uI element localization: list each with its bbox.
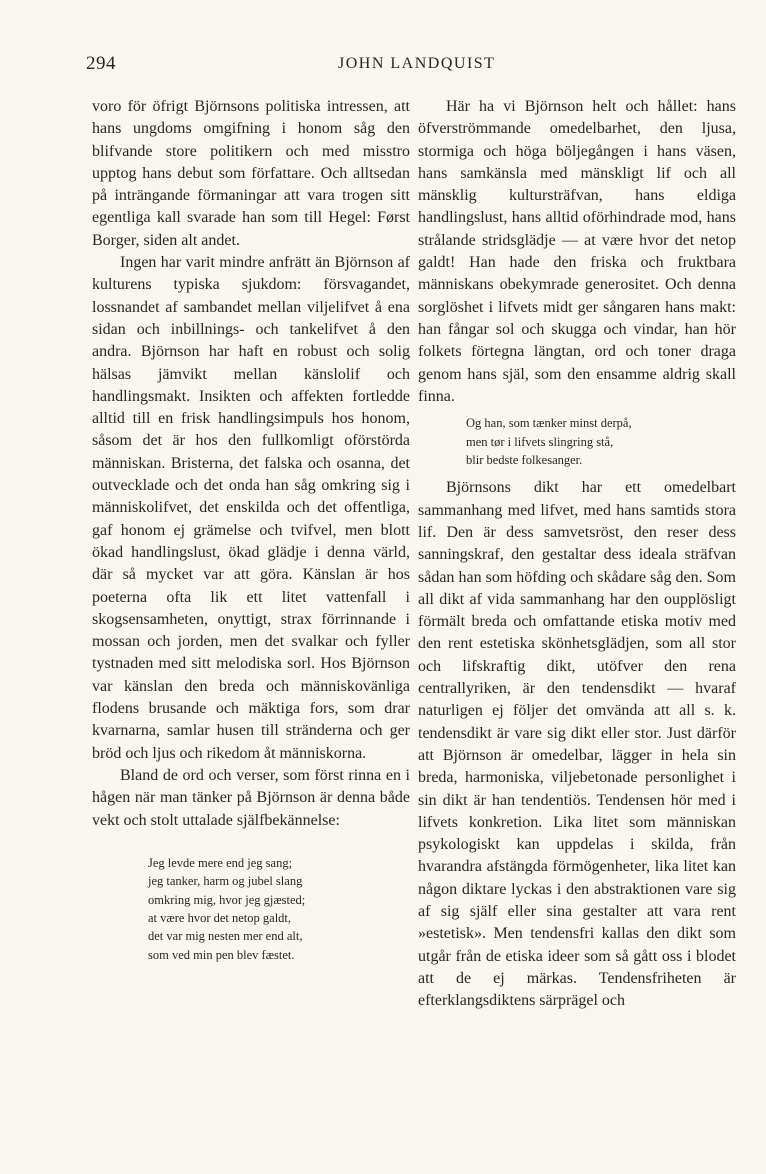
verse-quote	[92, 854, 410, 964]
paragraph: Här ha vi Björnson helt och hållet: hans öfverströmmande omedelbarhet, den ljusa, stormiga och höga böljegången i hans väsen, hans samkänsla med mänskligt lif och all mänsklig kultursträfvan, hans eldiga handlingslust, hans alltid oförhindrade mod, hans strålande stridsglädje — at være hvor det netop galdt! Han hade den friska och fruktbara människans obekymrade generositet. Och denna sorglöshet i lifvets midt ger sångaren hans makt: han fångar sol och skugga och vindar, han hör folkets förtegna längtan, ord och toner draga genom hans själ, som den ensamme aldrig skall finna.	[418, 98, 736, 405]
verse-line: omkring mig, hvor jeg gjæsted;	[148, 892, 306, 907]
right-column	[418, 96, 736, 1013]
verse-line: som ved min pen blev fæstet.	[148, 947, 295, 962]
page-header	[86, 53, 734, 81]
paragraph: Bland de ord och verser, som först rinna en i hågen när man tänker på Björnson är denna både vekt och stolt uttalade själfbekännelse:	[92, 766, 410, 829]
verse-line: det var mig nesten mer end alt,	[148, 929, 303, 944]
verse-line: jeg tanker, harm og jubel slang	[148, 874, 303, 889]
paragraph: voro för öfrigt Björnsons politiska intressen, att hans ungdoms omgifning i honom såg den blifvande store politikern och med misstro upptog hans debut som författare. Och alltsedan på inträngande förmaningar att vara trogen sitt egentliga kall svarade han som till Hegel: Først Borger, siden alt andet.	[92, 98, 410, 249]
verse-line: Og han, som tænker minst derpå,	[466, 416, 632, 431]
page-number: 294	[86, 53, 116, 74]
verse-line: men tør i lifvets slingring stå,	[466, 434, 614, 449]
verse-line: blir bedste folkesanger.	[466, 452, 583, 467]
left-column	[92, 96, 410, 970]
verse-line: Jeg levde mere end jeg sang;	[148, 855, 293, 870]
paragraph: Björnsons dikt har ett omedelbart sammanhang med lifvet, med hans samtids stora lif. Den är dess samvetsröst, den reser dess sanningskraf, den gestaltar dess ideala sträfvan sådan han som höfding och skådare såg den. Som all dikt af vida sammanhang har den oupplösligt förmält breda och omfattande etiska motiv med den rent estetiska skönhetsglädjen, som all stor och lifskraftig dikt, utöfver den rena centrallyriken, är den tendensdikt — hvaraf naturligen ej följer det omvända att all s. k. tendensdikt är vare sig dikt eller stor. Just därför att Björnson är omedelbar, lägger in hela sin breda, harmoniska, viljebetonade personlighet i sin dikt är han tendentiös. Tendensen hör med i lifvets konkretion. Lika litet som människan psykologiskt kan uppdelas i skilda, från hvarandra afstängda förmögenheter, lika litet kan någon diktare lyckas i den abstraktionen vare sig af sig själf eller sina gestalter att vara rent »estetisk». Men tendensfri kallas den dikt som utgår från de etiska ideer som så gått oss i blodet att de ej märkas. Tendensfriheten är efterklangsdiktens särprägel och	[418, 479, 736, 1010]
verse-quote	[418, 414, 736, 469]
verse-line: at være hvor det netop galdt,	[148, 911, 292, 926]
paragraph: Ingen har varit mindre anfrätt än Björnson af kulturens typiska sjukdom: försvagandet, lossnandet af sambandet mellan viljelifvet å ena sidan och inbillnings- och tankelifvet å den andra. Björnson har haft en robust och solig hälsas jämvikt mellan känslolif och handlingsmakt. Insikten och affekten fortledde alltid till en frisk handlingsimpuls hos honom, såsom det är hos den fullkomligt oförstörda människan. Bristerna, det falska och osanna, det outvecklade och det onda han såg omkring sig i människolifvet, det enskilda och det offentliga, gaf honom ej grämelse och tvifvel, men blott ökad handlingslust, ökad glädje i denna värld, där så mycket var att göra. Känslan är hos poeterna ofta lik ett litet vattenfall i skogsensamheten, onyttigt, strax förrinnande i mossan och jorden, men det svalkar och fyller tystnaden med sitt melodiska sorl. Hos Björnson var känslan den breda och människovänliga flodens brusande och mäktiga fors, som drar kvarnarna, samlar husen till stränderna och ger bröd och ljus och rikedom åt människorna.	[92, 254, 410, 762]
running-title: JOHN LANDQUIST	[338, 55, 496, 72]
